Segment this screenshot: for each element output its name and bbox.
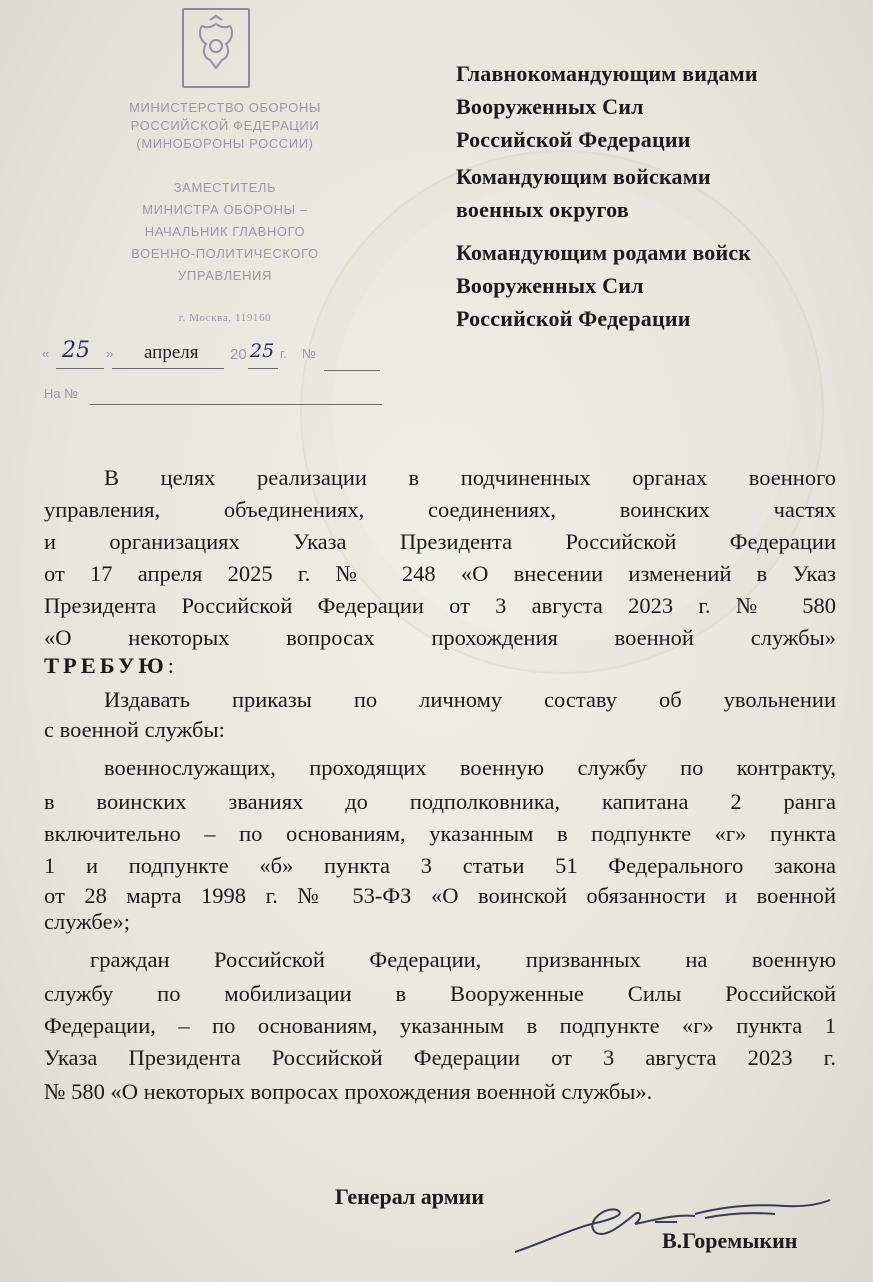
demand-colon: : <box>167 653 174 678</box>
date-line <box>40 340 400 370</box>
addressee-block-1 <box>456 57 856 156</box>
reference-line <box>44 384 404 408</box>
body-line: В целях реализации в подчиненных органах военного <box>104 465 836 490</box>
addressee-line: Командующим войсками <box>456 164 711 189</box>
body-line: № 580 «О некоторых вопросах прохождения военной службы». <box>44 1079 653 1104</box>
signatory-title: Генерал армии <box>335 1184 485 1209</box>
addressee-block-3 <box>456 236 856 335</box>
office-line: НАЧАЛЬНИК ГЛАВНОГО <box>144 224 306 239</box>
ministry-line: (МИНОБОРОНЫ РОССИИ) <box>136 136 314 151</box>
body-line: включительно – по основаниям, указанным в подпункте «г» пункта <box>44 821 836 846</box>
open-quote: « <box>42 346 50 361</box>
year-prefix: 20 <box>230 346 247 363</box>
addressee-line: Вооруженных Сил <box>456 94 644 119</box>
body-line: 1 и подпункте «б» пункта 3 статьи 51 Федерального закона <box>44 853 836 878</box>
addressee-line: Вооруженных Сил <box>456 273 644 298</box>
number-label: № <box>302 346 316 361</box>
body-line: управления, объединениях, соединениях, воинских частях <box>44 497 836 522</box>
year-underline <box>248 344 278 369</box>
addressee-line: Главнокомандующим видами <box>456 61 758 86</box>
body-line: Федерации, – по основаниям, указанным в подпункте «г» пункта 1 <box>44 1013 836 1038</box>
addressee-block-2 <box>456 160 856 226</box>
addressee-line: Российской Федерации <box>456 127 691 152</box>
year-suffix: 25 <box>250 340 275 362</box>
office-line: МИНИСТРА ОБОРОНЫ – <box>142 202 308 217</box>
coat-of-arms-icon <box>182 8 250 88</box>
office-line: УПРАВЛЕНИЯ <box>178 268 272 283</box>
addressee-line: Командующим родами войск <box>456 240 752 265</box>
body-line: от 17 апреля 2025 г. № 248 «О внесении изменений в Указ <box>44 561 836 586</box>
demand-word: ТРЕБУЮ <box>44 653 168 678</box>
signatory-name: В.Горемыкин <box>662 1228 798 1253</box>
addressee-line: Российской Федерации <box>456 306 691 331</box>
reference-label: На № <box>44 386 79 401</box>
body-line: граждан Российской Федерации, призванных на военную <box>90 947 836 972</box>
body-line: в воинских званиях до подполковника, капитана 2 ранга <box>44 789 836 814</box>
date-day: 25 <box>62 338 90 363</box>
body-line: от 28 марта 1998 г. № 53-ФЗ «О воинской обязанности и военной <box>44 883 836 908</box>
date-month: апреля <box>144 342 199 363</box>
body-line: службе»; <box>44 909 131 934</box>
addressee-line: военных округов <box>456 197 629 222</box>
body-line: Издавать приказы по личному составу об увольнении <box>104 687 836 712</box>
day-underline <box>56 344 104 369</box>
close-quote: » <box>106 346 114 361</box>
body-line: с военной службы: <box>44 717 225 742</box>
reference-underline <box>90 384 382 405</box>
body-line: Президента Российской Федерации от 3 августа 2023 г. № 580 <box>44 593 836 618</box>
body-line: военнослужащих, проходящих военную службу по контракту, <box>104 755 836 780</box>
body-line: Указа Президента Российской Федерации от 3 августа 2023 г. <box>44 1045 836 1070</box>
body-line: «О некоторых вопросах прохождения военной службы» <box>44 625 836 650</box>
office-line: ЗАМЕСТИТЕЛЬ <box>173 180 277 195</box>
office-line: ВОЕННО-ПОЛИТИЧЕСКОГО <box>131 246 319 261</box>
year-label: г. <box>280 346 287 361</box>
number-underline <box>324 346 380 371</box>
ministry-line: МИНИСТЕРСТВО ОБОРОНЫ <box>129 100 321 115</box>
body-line: и организациях Указа Президента Российской Федерации <box>44 529 836 554</box>
ministry-line: РОССИЙСКОЙ ФЕДЕРАЦИИ <box>130 118 320 133</box>
city-line: г. Москва, 119160 <box>178 312 272 324</box>
demand-line <box>44 650 836 682</box>
body-line: службу по мобилизации в Вооруженные Силы Российской <box>44 981 836 1006</box>
